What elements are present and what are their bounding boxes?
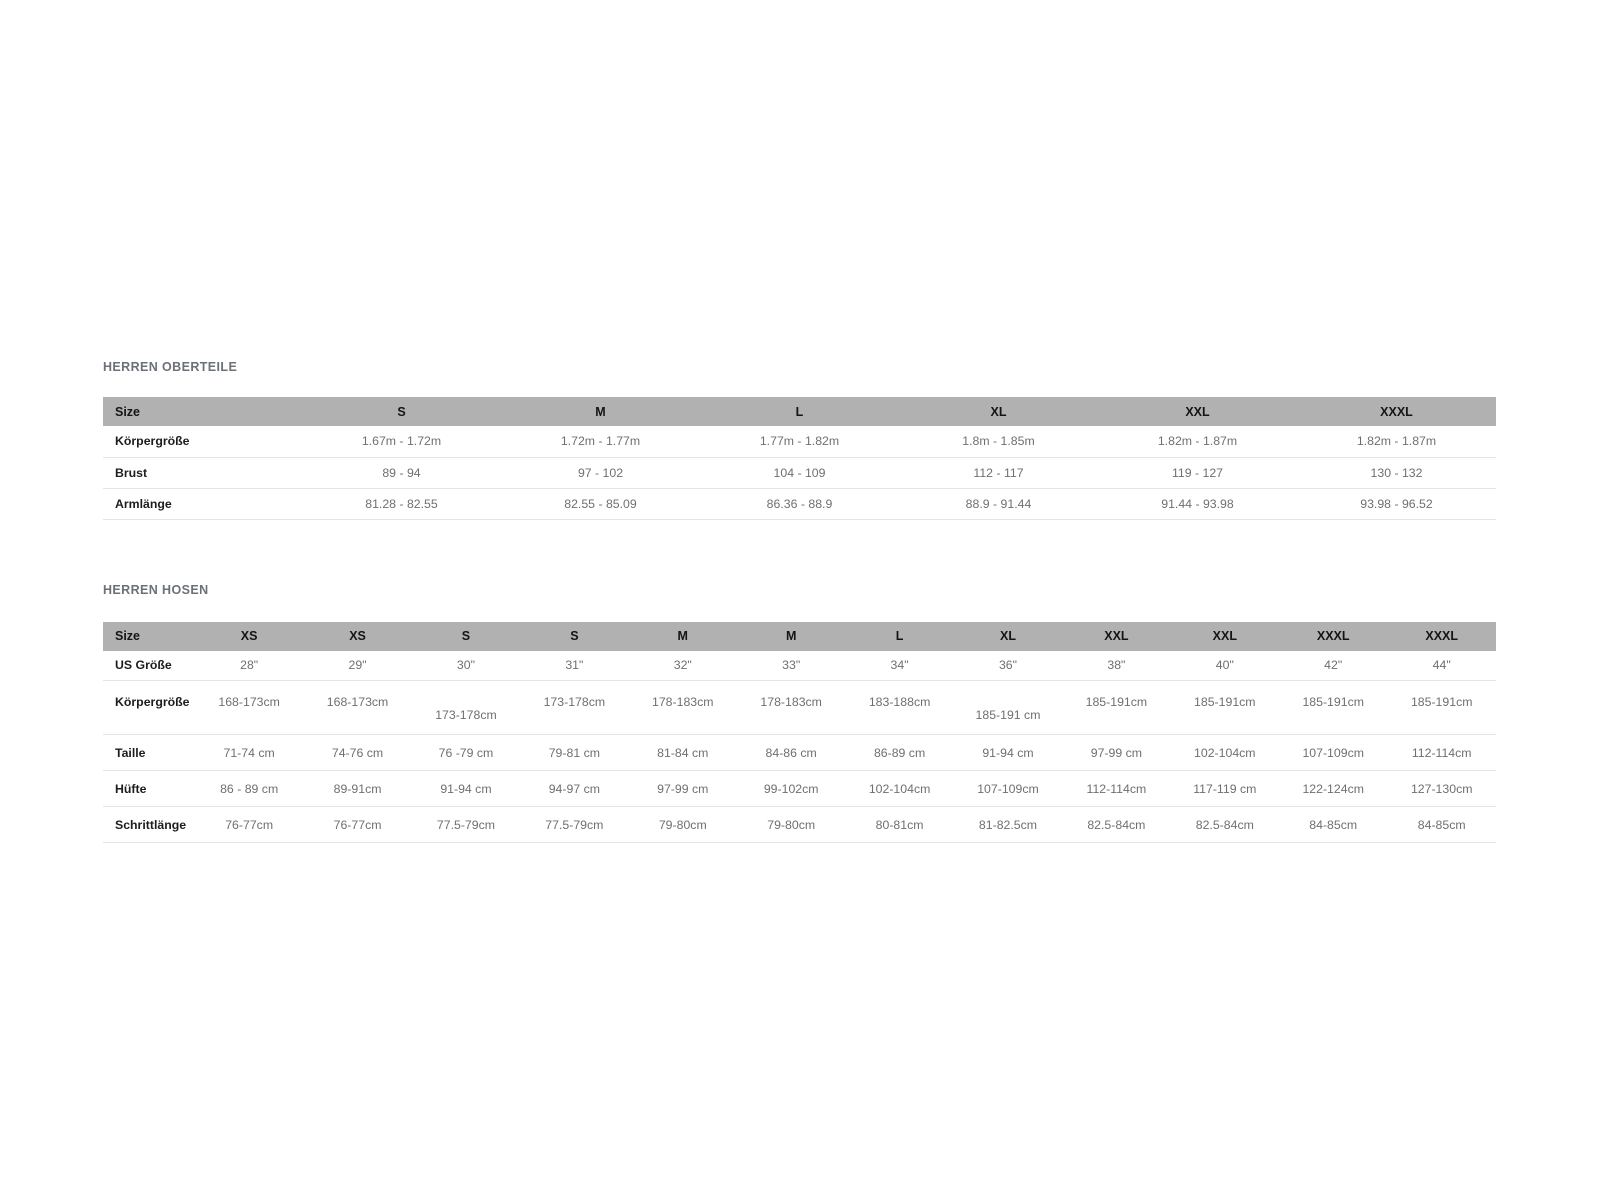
- size-value-cell: 84-85cm: [1387, 807, 1496, 843]
- size-value-cell: 86 - 89 cm: [195, 771, 303, 807]
- row-label: Körpergröße: [103, 681, 195, 735]
- size-value-cell: 79-80cm: [629, 807, 737, 843]
- size-value-cell: 79-80cm: [737, 807, 845, 843]
- size-value-cell: 107-109cm: [1279, 735, 1387, 771]
- size-value-cell: 28": [195, 651, 303, 681]
- size-value-cell: 34": [845, 651, 953, 681]
- size-value-cell: 97 - 102: [501, 457, 700, 488]
- row-label: Körpergröße: [103, 426, 302, 457]
- size-table-tops: [103, 397, 1496, 520]
- size-value-cell: 31": [520, 651, 628, 681]
- column-header-size: Size: [103, 622, 195, 651]
- size-value-cell: 1.67m - 1.72m: [302, 426, 501, 457]
- size-value-cell: 130 - 132: [1297, 457, 1496, 488]
- size-value-cell: 183-188cm: [845, 681, 953, 735]
- size-value-cell: 178-183cm: [629, 681, 737, 735]
- table-row-huefte: [103, 771, 1496, 807]
- column-header-m-1: M: [629, 622, 737, 651]
- table-row-brust: [103, 457, 1496, 488]
- table-row-us-groesse: [103, 651, 1496, 681]
- column-header-xs-1: XS: [195, 622, 303, 651]
- size-value-cell: 112-114cm: [1387, 735, 1496, 771]
- size-value-cell: 1.82m - 1.87m: [1297, 426, 1496, 457]
- size-value-cell: 1.82m - 1.87m: [1098, 426, 1297, 457]
- column-header-l: L: [845, 622, 953, 651]
- size-value-cell: 71-74 cm: [195, 735, 303, 771]
- size-value-cell: 122-124cm: [1279, 771, 1387, 807]
- table-header-row: [103, 622, 1496, 651]
- table-row-koerpergroesse: [103, 681, 1496, 735]
- size-value-cell: 93.98 - 96.52: [1297, 488, 1496, 519]
- column-header-xl: XL: [954, 622, 1062, 651]
- size-value-cell: 97-99 cm: [629, 771, 737, 807]
- size-value-cell: 29": [303, 651, 411, 681]
- size-value-cell: 112-114cm: [1062, 771, 1170, 807]
- column-header-xxl: XXL: [1098, 397, 1297, 426]
- size-value-cell: 99-102cm: [737, 771, 845, 807]
- size-value-cell: 102-104cm: [845, 771, 953, 807]
- size-value-cell: 173-178cm: [412, 681, 520, 735]
- size-value-cell: 79-81 cm: [520, 735, 628, 771]
- size-value-cell: 97-99 cm: [1062, 735, 1170, 771]
- column-header-xxl-2: XXL: [1171, 622, 1279, 651]
- size-value-cell: 74-76 cm: [303, 735, 411, 771]
- size-value-cell: 82.5-84cm: [1062, 807, 1170, 843]
- size-value-cell: 86.36 - 88.9: [700, 488, 899, 519]
- size-value-cell: 178-183cm: [737, 681, 845, 735]
- size-value-cell: 1.77m - 1.82m: [700, 426, 899, 457]
- column-header-s: S: [302, 397, 501, 426]
- size-value-cell: 102-104cm: [1171, 735, 1279, 771]
- size-value-cell: 104 - 109: [700, 457, 899, 488]
- size-value-cell: 86-89 cm: [845, 735, 953, 771]
- size-chart-section-pants: [103, 582, 1496, 844]
- size-value-cell: 36": [954, 651, 1062, 681]
- column-header-xxxl-2: XXXL: [1387, 622, 1496, 651]
- column-header-size: Size: [103, 397, 302, 426]
- size-value-cell: 185-191cm: [1171, 681, 1279, 735]
- section-title-pants: HERREN HOSEN: [103, 582, 209, 597]
- size-value-cell: 76 -79 cm: [412, 735, 520, 771]
- column-header-xs-2: XS: [303, 622, 411, 651]
- table-row-armlaenge: [103, 488, 1496, 519]
- size-value-cell: 76-77cm: [303, 807, 411, 843]
- size-value-cell: 185-191cm: [1279, 681, 1387, 735]
- size-chart-section-tops: [103, 359, 1496, 520]
- size-value-cell: 107-109cm: [954, 771, 1062, 807]
- size-value-cell: 91-94 cm: [954, 735, 1062, 771]
- size-value-cell: 127-130cm: [1387, 771, 1496, 807]
- section-title-tops: HERREN OBERTEILE: [103, 360, 238, 374]
- size-value-cell: 81-82.5cm: [954, 807, 1062, 843]
- size-value-cell: 168-173cm: [303, 681, 411, 735]
- table-row-taille: [103, 735, 1496, 771]
- size-value-cell: 89 - 94: [302, 457, 501, 488]
- column-header-l: L: [700, 397, 899, 426]
- size-value-cell: 185-191 cm: [954, 681, 1062, 735]
- size-value-cell: 1.8m - 1.85m: [899, 426, 1098, 457]
- size-value-cell: 33": [737, 651, 845, 681]
- size-value-cell: 185-191cm: [1387, 681, 1496, 735]
- size-charts-content: [103, 359, 1496, 843]
- column-header-xxxl-1: XXXL: [1279, 622, 1387, 651]
- size-value-cell: 185-191cm: [1062, 681, 1170, 735]
- size-value-cell: 94-97 cm: [520, 771, 628, 807]
- size-value-cell: 42": [1279, 651, 1387, 681]
- column-header-m-2: M: [737, 622, 845, 651]
- size-value-cell: 82.55 - 85.09: [501, 488, 700, 519]
- size-value-cell: 119 - 127: [1098, 457, 1297, 488]
- size-value-cell: 81-84 cm: [629, 735, 737, 771]
- size-value-cell: 88.9 - 91.44: [899, 488, 1098, 519]
- size-value-cell: 30": [412, 651, 520, 681]
- column-header-s-2: S: [520, 622, 628, 651]
- column-header-xl: XL: [899, 397, 1098, 426]
- column-header-s-1: S: [412, 622, 520, 651]
- size-value-cell: 168-173cm: [195, 681, 303, 735]
- row-label: Schrittlänge: [103, 807, 195, 843]
- column-header-xxl-1: XXL: [1062, 622, 1170, 651]
- row-label: Brust: [103, 457, 302, 488]
- table-row-koerpergroesse: [103, 426, 1496, 457]
- size-value-cell: 76-77cm: [195, 807, 303, 843]
- size-value-cell: 91-94 cm: [412, 771, 520, 807]
- size-value-cell: 89-91cm: [303, 771, 411, 807]
- size-value-cell: 81.28 - 82.55: [302, 488, 501, 519]
- size-value-cell: 91.44 - 93.98: [1098, 488, 1297, 519]
- size-table-pants: [103, 622, 1496, 844]
- size-value-cell: 82.5-84cm: [1171, 807, 1279, 843]
- column-header-xxxl: XXXL: [1297, 397, 1496, 426]
- row-label: Armlänge: [103, 488, 302, 519]
- size-value-cell: 112 - 117: [899, 457, 1098, 488]
- table-header-row: [103, 397, 1496, 426]
- row-label: Hüfte: [103, 771, 195, 807]
- size-value-cell: 77.5-79cm: [412, 807, 520, 843]
- table-row-schrittlaenge: [103, 807, 1496, 843]
- column-header-m: M: [501, 397, 700, 426]
- size-value-cell: 84-86 cm: [737, 735, 845, 771]
- size-value-cell: 1.72m - 1.77m: [501, 426, 700, 457]
- size-value-cell: 80-81cm: [845, 807, 953, 843]
- size-value-cell: 173-178cm: [520, 681, 628, 735]
- row-label: Taille: [103, 735, 195, 771]
- size-value-cell: 84-85cm: [1279, 807, 1387, 843]
- row-label: US Größe: [103, 651, 195, 681]
- size-value-cell: 77.5-79cm: [520, 807, 628, 843]
- size-value-cell: 38": [1062, 651, 1170, 681]
- size-value-cell: 117-119 cm: [1171, 771, 1279, 807]
- size-value-cell: 40": [1171, 651, 1279, 681]
- size-value-cell: 32": [629, 651, 737, 681]
- size-value-cell: 44": [1387, 651, 1496, 681]
